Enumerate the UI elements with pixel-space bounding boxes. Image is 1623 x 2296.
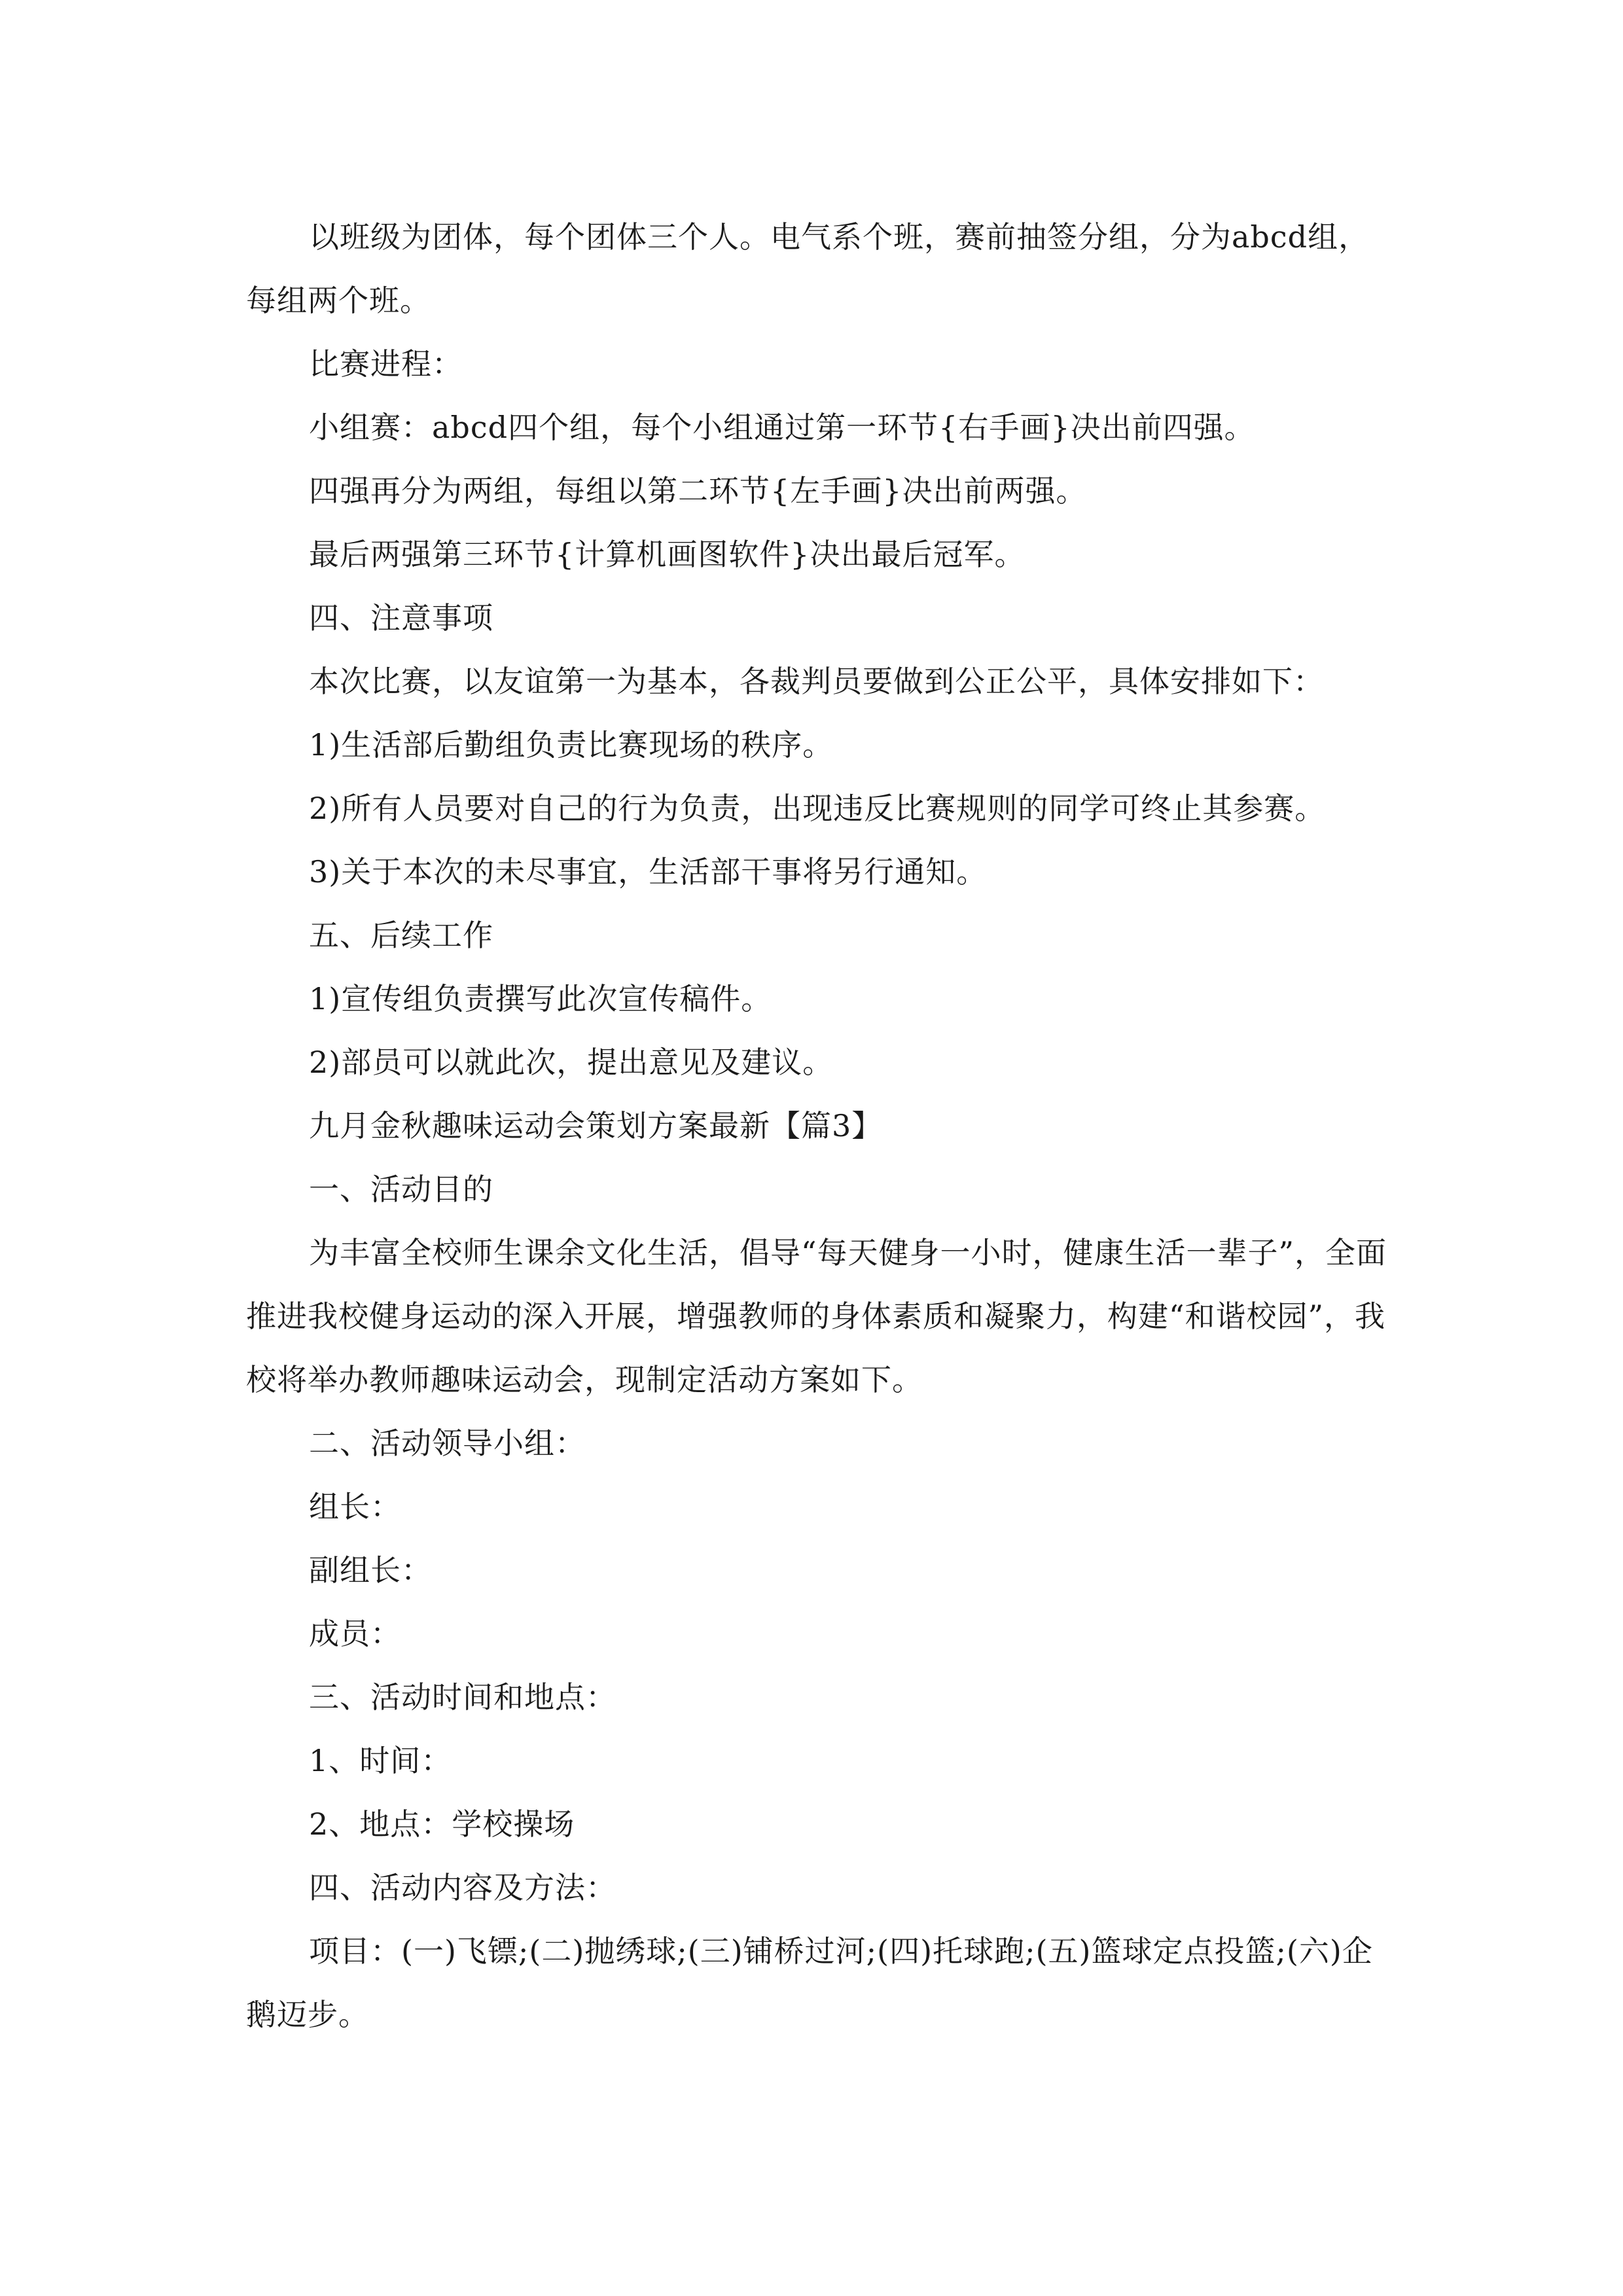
paragraph-members: 成员：: [309, 1616, 401, 1651]
section-heading-content: 四、活动内容及方法：: [309, 1870, 616, 1905]
section-heading-purpose: 一、活动目的: [309, 1172, 493, 1207]
paragraph-group-stage: 小组赛：abcd四个组，每个小组通过第一环节{右手画}决出前四强。: [309, 410, 1255, 445]
paragraph-deputy-leader: 副组长：: [309, 1552, 432, 1588]
section-heading-time-place: 三、活动时间和地点：: [309, 1679, 616, 1715]
section-heading-leadership: 二、活动领导小组：: [309, 1426, 586, 1461]
paragraph-purpose: 为丰富全校师生课余文化生活，倡导“每天健身一小时，健康生活一辈子”，全面推进我校健身运动的深入开展，增强教师的身体素质和凝聚力，构建“和谐校园”，我校将举办教师趣味运动会，现制定活动方案如下。: [246, 1235, 1387, 1397]
document-body: [246, 206, 1398, 2047]
section-heading-notes: 四、注意事项: [309, 600, 493, 636]
paragraph-time: 1、时间：: [309, 1743, 452, 1778]
paragraph-leader: 组长：: [309, 1489, 401, 1524]
paragraph-notes-intro: 本次比赛，以友谊第一为基本，各裁判员要做到公正公平，具体安排如下：: [309, 664, 1324, 699]
article-title: 九月金秋趣味运动会策划方案最新【篇3】: [309, 1108, 883, 1143]
paragraph-events: 项目：(一)飞镖;(二)抛绣球;(三)铺桥过河;(四)托球跑;(五)篮球定点投篮;(六)企鹅迈步。: [246, 1933, 1373, 2032]
paragraph-followup-1: 1)宣传组负责撰写此次宣传稿件。: [309, 981, 772, 1016]
paragraph-place: 2、地点：学校操场: [309, 1806, 575, 1842]
paragraph-followup-2: 2)部员可以就此次，提出意见及建议。: [309, 1045, 834, 1080]
paragraph-process-heading: 比赛进程：: [309, 346, 463, 382]
paragraph-semifinal: 四强再分为两组，每组以第二环节{左手画}决出前两强。: [309, 473, 1087, 509]
paragraph-final: 最后两强第三环节{计算机画图软件}决出最后冠军。: [309, 537, 1026, 572]
section-heading-followup: 五、后续工作: [309, 918, 493, 953]
paragraph-note-1: 1)生活部后勤组负责比赛现场的秩序。: [309, 727, 834, 762]
paragraph-grouping: 以班级为团体，每个团体三个人。电气系个班，赛前抽签分组，分为abcd组，每组两个班。: [246, 219, 1370, 318]
paragraph-note-2: 2)所有人员要对自己的行为负责，出现违反比赛规则的同学可终止其参赛。: [309, 791, 1326, 826]
paragraph-note-3: 3)关于本次的未尽事宜，生活部干事将另行通知。: [309, 854, 988, 889]
